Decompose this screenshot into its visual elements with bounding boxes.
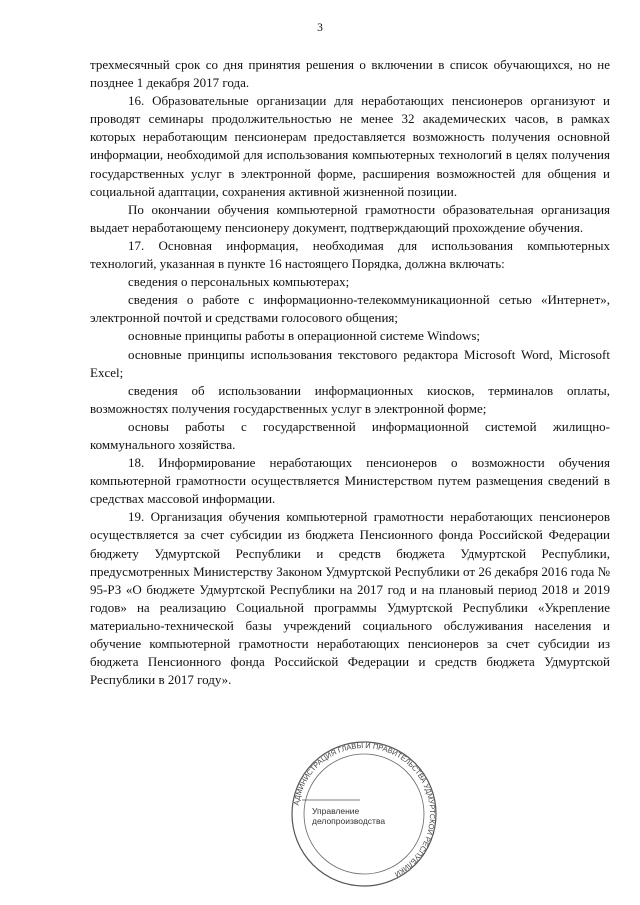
list-item: основные принципы работы в операционной системе Windows;	[128, 328, 481, 344]
paragraph-16: 16. Образовательные организации для неработающих пенсионеров организуют и проводят семинары продолжительностью не менее 32 академических часов, в рамках которых неработающим пенсионерам предоставляется возможность получения основной информации, необходимой для использования компьютерных технологий в целях получения государственных услуг в электронной форме, расширения возможностей для общения и социальной адаптации, сохранения активной жизненной позиции.	[90, 93, 610, 199]
list-item: сведения о персональных компьютерах;	[128, 274, 350, 290]
paragraph-continuation: трехмесячный срок со дня принятия решения о включении в список обучающихся, но не позднее 1 декабря 2017 года.	[90, 57, 610, 91]
stamp-ring-text: АДМИНИСТРАЦИЯ ГЛАВЫ И ПРАВИТЕЛЬСТВА УДМУРТСКОЙ РЕСПУБЛИКИ	[291, 740, 438, 879]
document-body	[90, 56, 610, 689]
paragraph-training-completion: По окончании обучения компьютерной грамотности образовательная организация выдает неработающему пенсионеру документ, подтверждающий прохождение обучения.	[90, 201, 610, 235]
page-number: 3	[317, 22, 323, 34]
stamp-label	[312, 806, 412, 826]
paragraph-18: 18. Информирование неработающих пенсионеров о возможности обучения компьютерной грамотности осуществляется Министерством путем размещения сведений в средствах массовой информации.	[90, 455, 610, 507]
paragraph-17: 17. Основная информация, необходимая для использования компьютерных технологий, указанная в пункте 16 настоящего Порядка, должна включать:	[90, 237, 610, 272]
list-item: основы работы с государственной информационной системой жилищно-коммунального хозяйства.	[90, 418, 610, 452]
list-item: сведения об использовании информационных киосков, терминалов оплаты, возможностях получения государственных услуг в электронной форме;	[90, 382, 610, 416]
stamp-label-line1: Управление	[312, 806, 360, 816]
list-item: основные принципы использования текстового редактора Microsoft Word, Microsoft Excel;	[90, 346, 610, 380]
stamp-label-line2: делопроизводства	[312, 816, 386, 826]
list-item: сведения о работе с информационно-телекоммуникационной сетью «Интернет», электронной почтой и средствами голосового общения;	[90, 292, 610, 326]
paragraph-19: 19. Организация обучения компьютерной грамотности неработающих пенсионеров осуществляется за счет субсидии из бюджета Пенсионного фонда Российской Федерации бюджету Удмуртской Республики и средств бюджета Удмуртской Республики, предусмотренных Министерству Законом Удмуртской Республики от 26 декабря 2016 года № 95-РЗ «О бюджете Удмуртской Республики на 2017 год и на плановый период 2018 и 2019 годов» на реализацию Социальной программы Удмуртской Республики «Укрепление материально-технической базы учреждений социального обслуживания населения и обучение компьютерной грамотности неработающих пенсионеров за счет субсидии из бюджета Пенсионного фонда Российской Федерации и средств бюджета Удмуртской Республики в 2017 году».	[90, 509, 610, 688]
